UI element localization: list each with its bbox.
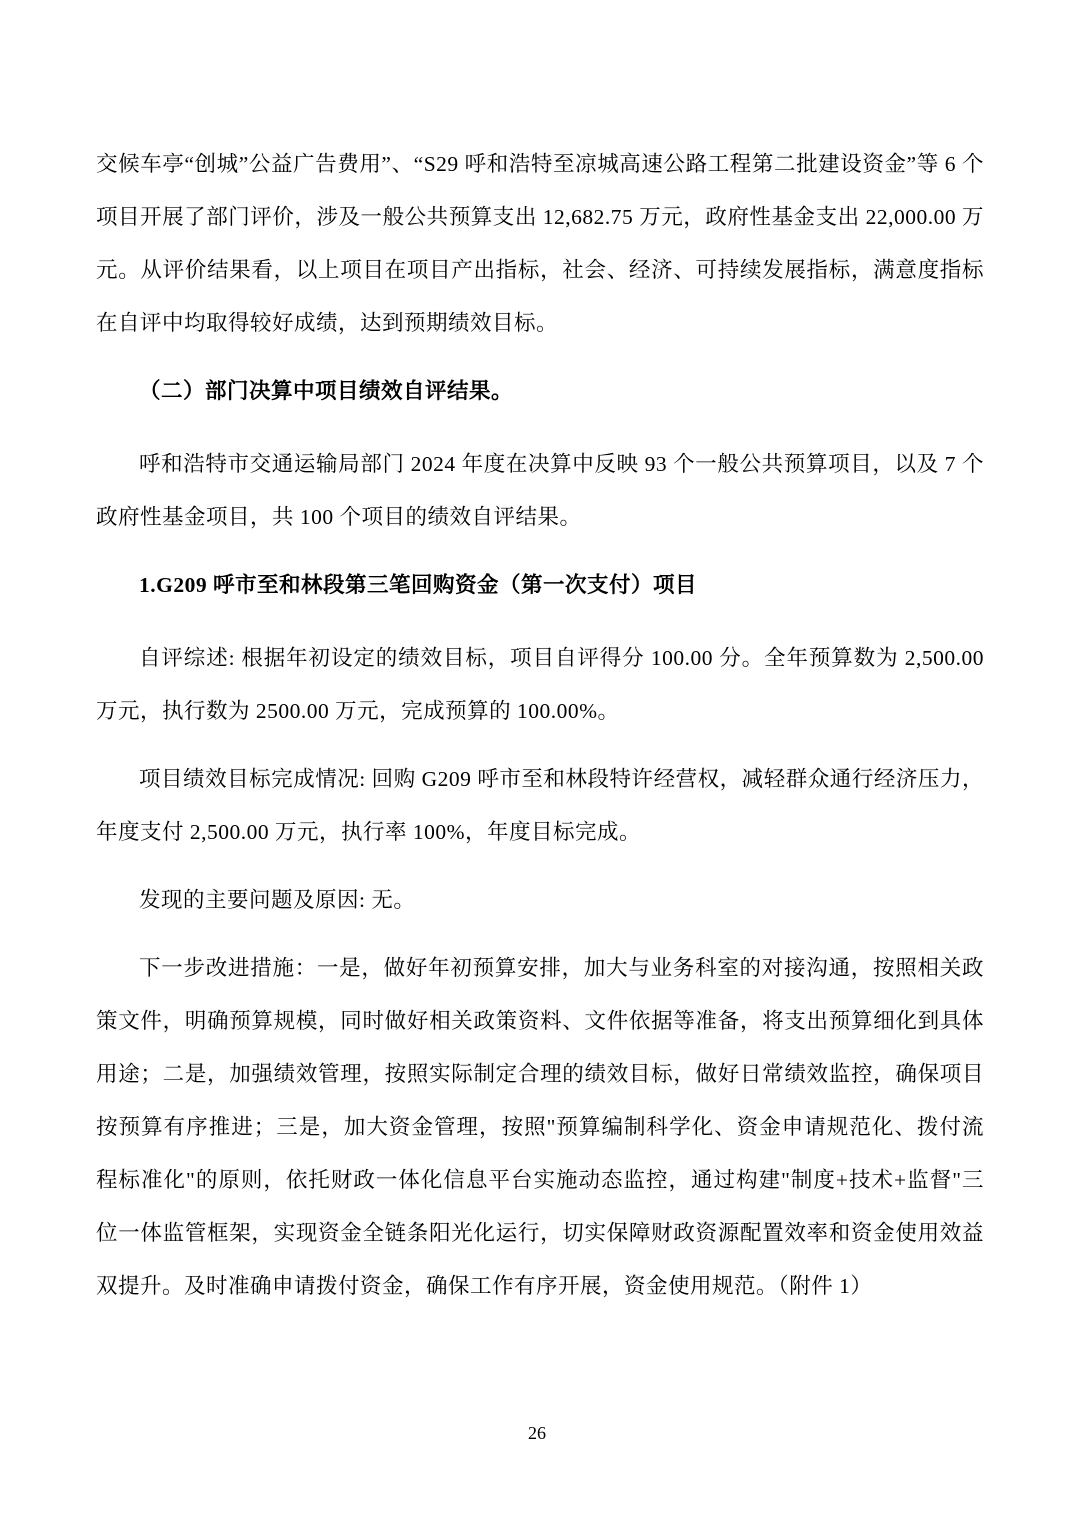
project-heading-g209: 1.G209 呼市至和林段第三笔回购资金（第一次支付）项目 — [139, 573, 697, 597]
page-number: 26 — [528, 1423, 546, 1443]
body-paragraph-main-problems: 发现的主要问题及原因: 无。 — [139, 888, 416, 912]
body-paragraph-self-evaluation-summary: 自评综述: 根据年初设定的绩效目标，项目自评得分 100.00 分。全年预算数为 2,500.00 万元，执行数为 2500.00 万元，完成预算的 100.00%。 — [96, 646, 984, 723]
body-paragraph-continued: 交候车亭“创城”公益广告费用”、“S29 呼和浩特至凉城高速公路工程第二批建设资金”等 6 个项目开展了部门评价，涉及一般公共预算支出 12,682.75 万元，政府性基金支出 22,000.00 万元。从评价结果看，以上项目在项目产出指标，社会、经济、可持续发展指标，满意度指标在自评中均取得较好成绩，达到预期绩效目标。 — [96, 152, 984, 335]
document-body — [96, 138, 984, 1328]
section-heading-self-evaluation-results: （二）部门决算中项目绩效自评结果。 — [139, 379, 514, 403]
body-paragraph-overview: 呼和浩特市交通运输局部门 2024 年度在决算中反映 93 个一般公共预算项目，以及 7 个政府性基金项目，共 100 个项目的绩效自评结果。 — [96, 452, 984, 529]
page-footer — [0, 1422, 1074, 1444]
body-paragraph-target-completion: 项目绩效目标完成情况: 回购 G209 呼市至和林段特许经营权，减轻群众通行经济压力，年度支付 2,500.00 万元，执行率 100%，年度目标完成。 — [96, 767, 984, 844]
body-paragraph-improvement-measures: 下一步改进措施：一是，做好年初预算安排，加大与业务科室的对接沟通，按照相关政策文件，明确预算规模，同时做好相关政策资料、文件依据等准备，将支出预算细化到具体用途；二是，加强绩效管理，按照实际制定合理的绩效目标，做好日常绩效监控，确保项目按预算有序推进；三是，加大资金管理，按照"预算编制科学化、资金申请规范化、拨付流程标准化"的原则，依托财政一体化信息平台实施动态监控，通过构建"制度+技术+监督"三位一体监管框架，实现资金全链条阳光化运行，切实保障财政资源配置效率和资金使用效益双提升。及时准确申请拨付资金，确保工作有序开展，资金使用规范。（附件 1） — [96, 956, 984, 1298]
